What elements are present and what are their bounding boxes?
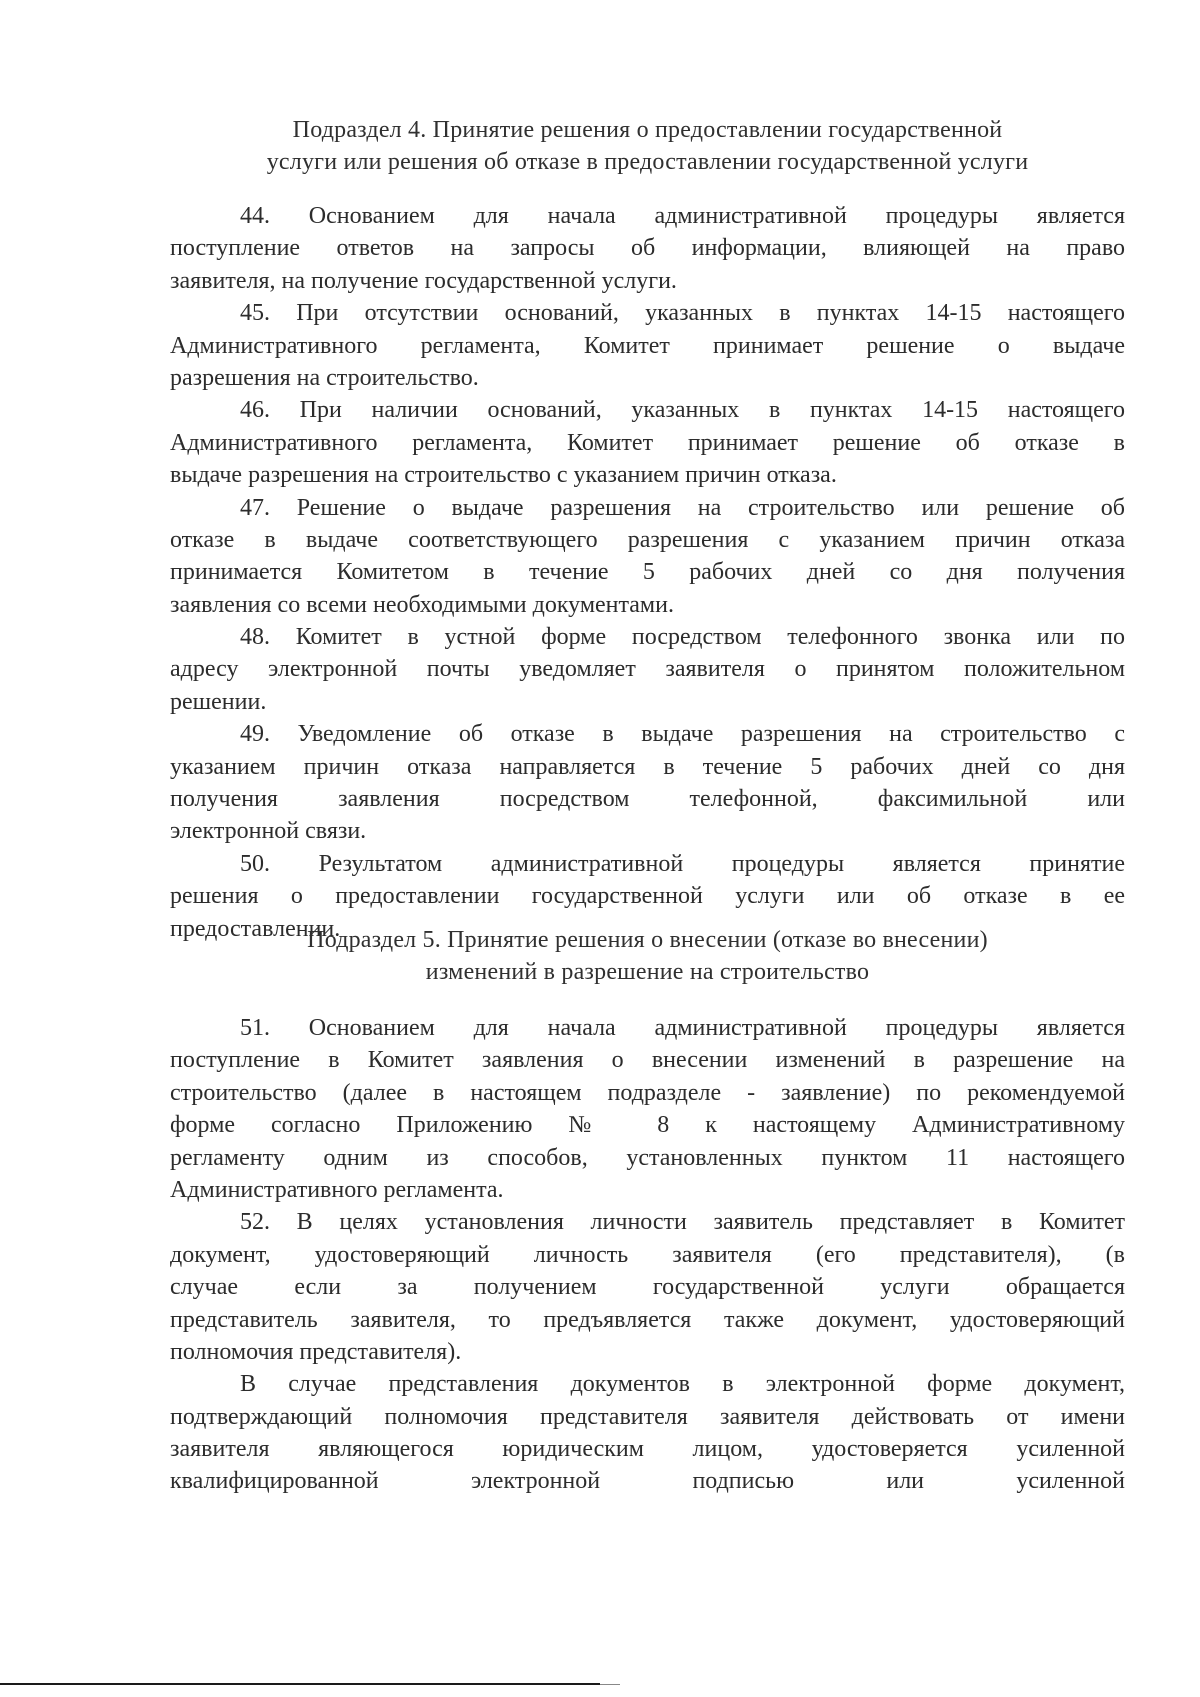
paragraph-p51: [170, 1012, 1125, 1206]
paragraph-p47: [170, 492, 1125, 622]
subsection-4-heading: [170, 114, 1125, 178]
paragraph-line: адресу электронной почты уведомляет заявителя о принятом положительном: [170, 656, 1125, 683]
paragraph-p45: [170, 297, 1125, 394]
paragraph-p52b: [170, 1368, 1125, 1498]
paragraph-line: 51. Основанием для начала административной процедуры является: [240, 1015, 1125, 1041]
paragraph-p48: [170, 621, 1125, 718]
paragraph-line: заявителя являющегося юридическим лицом, удостоверяется усиленной: [170, 1436, 1125, 1463]
paragraph-line: 49. Уведомление об отказе в выдаче разрешения на строительство с: [240, 721, 1125, 748]
paragraph-line: 45. При отсутствии оснований, указанных в пунктах 14-15 настоящего: [240, 300, 1125, 327]
paragraph-line: заявителя, на получение государственной услуги.: [170, 267, 677, 294]
paragraph-line: указанием причин отказа направляется в течение 5 рабочих дней со дня: [170, 753, 1125, 780]
paragraph-line: 47. Решение о выдаче разрешения на строительство или решение об: [240, 494, 1125, 521]
page-bottom-rule: [0, 1683, 600, 1685]
heading-line: изменений в разрешение на строительство: [425, 959, 870, 985]
paragraph-line: поступление в Комитет заявления о внесении изменений в разрешение на: [170, 1047, 1125, 1074]
paragraph-p44: [170, 200, 1125, 297]
paragraph-line: выдаче разрешения на строительство с указанием причин отказа.: [170, 462, 837, 489]
paragraph-line: электронной связи.: [170, 818, 367, 845]
paragraph-line: поступление ответов на запросы об информации, влияющей на право: [170, 235, 1125, 262]
paragraph-line: решения о предоставлении государственной услуги или об отказе в ее: [170, 883, 1125, 910]
paragraph-line: предоставлении.: [170, 915, 341, 942]
paragraph-p46: [170, 394, 1125, 491]
paragraph-line: Административного регламента, Комитет принимает решение об отказе в: [170, 429, 1125, 456]
paragraph-p52: [170, 1206, 1125, 1368]
paragraph-line: разрешения на строительство.: [170, 364, 479, 391]
paragraph-line: квалифицированной электронной подписью или усиленной: [170, 1468, 1125, 1495]
subsection-5-heading: [170, 924, 1125, 988]
paragraph-line: документ, удостоверяющий личность заявителя (его представителя), (в: [170, 1241, 1125, 1268]
heading-line: Подраздел 5. Принятие решения о внесении (отказе во внесении): [307, 927, 988, 953]
paragraph-line: Административного регламента.: [170, 1176, 504, 1203]
paragraph-line: 44. Основанием для начала административной процедуры является: [240, 203, 1125, 229]
subsection-5-body: [170, 1012, 1125, 1498]
paragraph-line: Административного регламента, Комитет принимает решение о выдаче: [170, 332, 1125, 359]
paragraph-line: строительство (далее в настоящем подразделе - заявление) по рекомендуемой: [170, 1079, 1125, 1106]
paragraph-line: В случае представления документов в электронной форме документ,: [240, 1371, 1125, 1398]
paragraph-line: решении.: [170, 688, 267, 715]
paragraph-p49: [170, 718, 1125, 848]
paragraph-line: случае если за получением государственной услуги обращается: [170, 1274, 1125, 1301]
paragraph-line: заявления со всеми необходимыми документами.: [170, 591, 674, 618]
paragraph-line: получения заявления посредством телефонной, факсимильной или: [170, 786, 1125, 813]
paragraph-line: регламенту одним из способов, установленных пунктом 11 настоящего: [170, 1144, 1125, 1171]
heading-line: услуги или решения об отказе в предоставлении государственной услуги: [266, 149, 1029, 175]
paragraph-line: 50. Результатом административной процедуры является принятие: [240, 850, 1125, 877]
paragraph-line: принимается Комитетом в течение 5 рабочих дней со дня получения: [170, 559, 1125, 586]
paragraph-line: форме согласно Приложению № 8 к настоящему Административному: [170, 1112, 1125, 1139]
paragraph-line: отказе в выдаче соответствующего разрешения с указанием причин отказа: [170, 526, 1125, 553]
page-bottom-rule-tail: [600, 1684, 620, 1685]
paragraph-line: 46. При наличии оснований, указанных в пунктах 14-15 настоящего: [240, 397, 1125, 424]
paragraph-line: полномочия представителя).: [170, 1338, 462, 1365]
paragraph-line: 52. В целях установления личности заявитель представляет в Комитет: [240, 1209, 1125, 1236]
heading-line: Подраздел 4. Принятие решения о предоставлении государственной: [292, 117, 1003, 143]
paragraph-line: подтверждающий полномочия представителя заявителя действовать от имени: [170, 1403, 1125, 1430]
paragraph-line: 48. Комитет в устной форме посредством телефонного звонка или по: [240, 624, 1125, 651]
subsection-4-body: [170, 200, 1125, 945]
paragraph-line: представитель заявителя, то предъявляется также документ, удостоверяющий: [170, 1306, 1125, 1333]
